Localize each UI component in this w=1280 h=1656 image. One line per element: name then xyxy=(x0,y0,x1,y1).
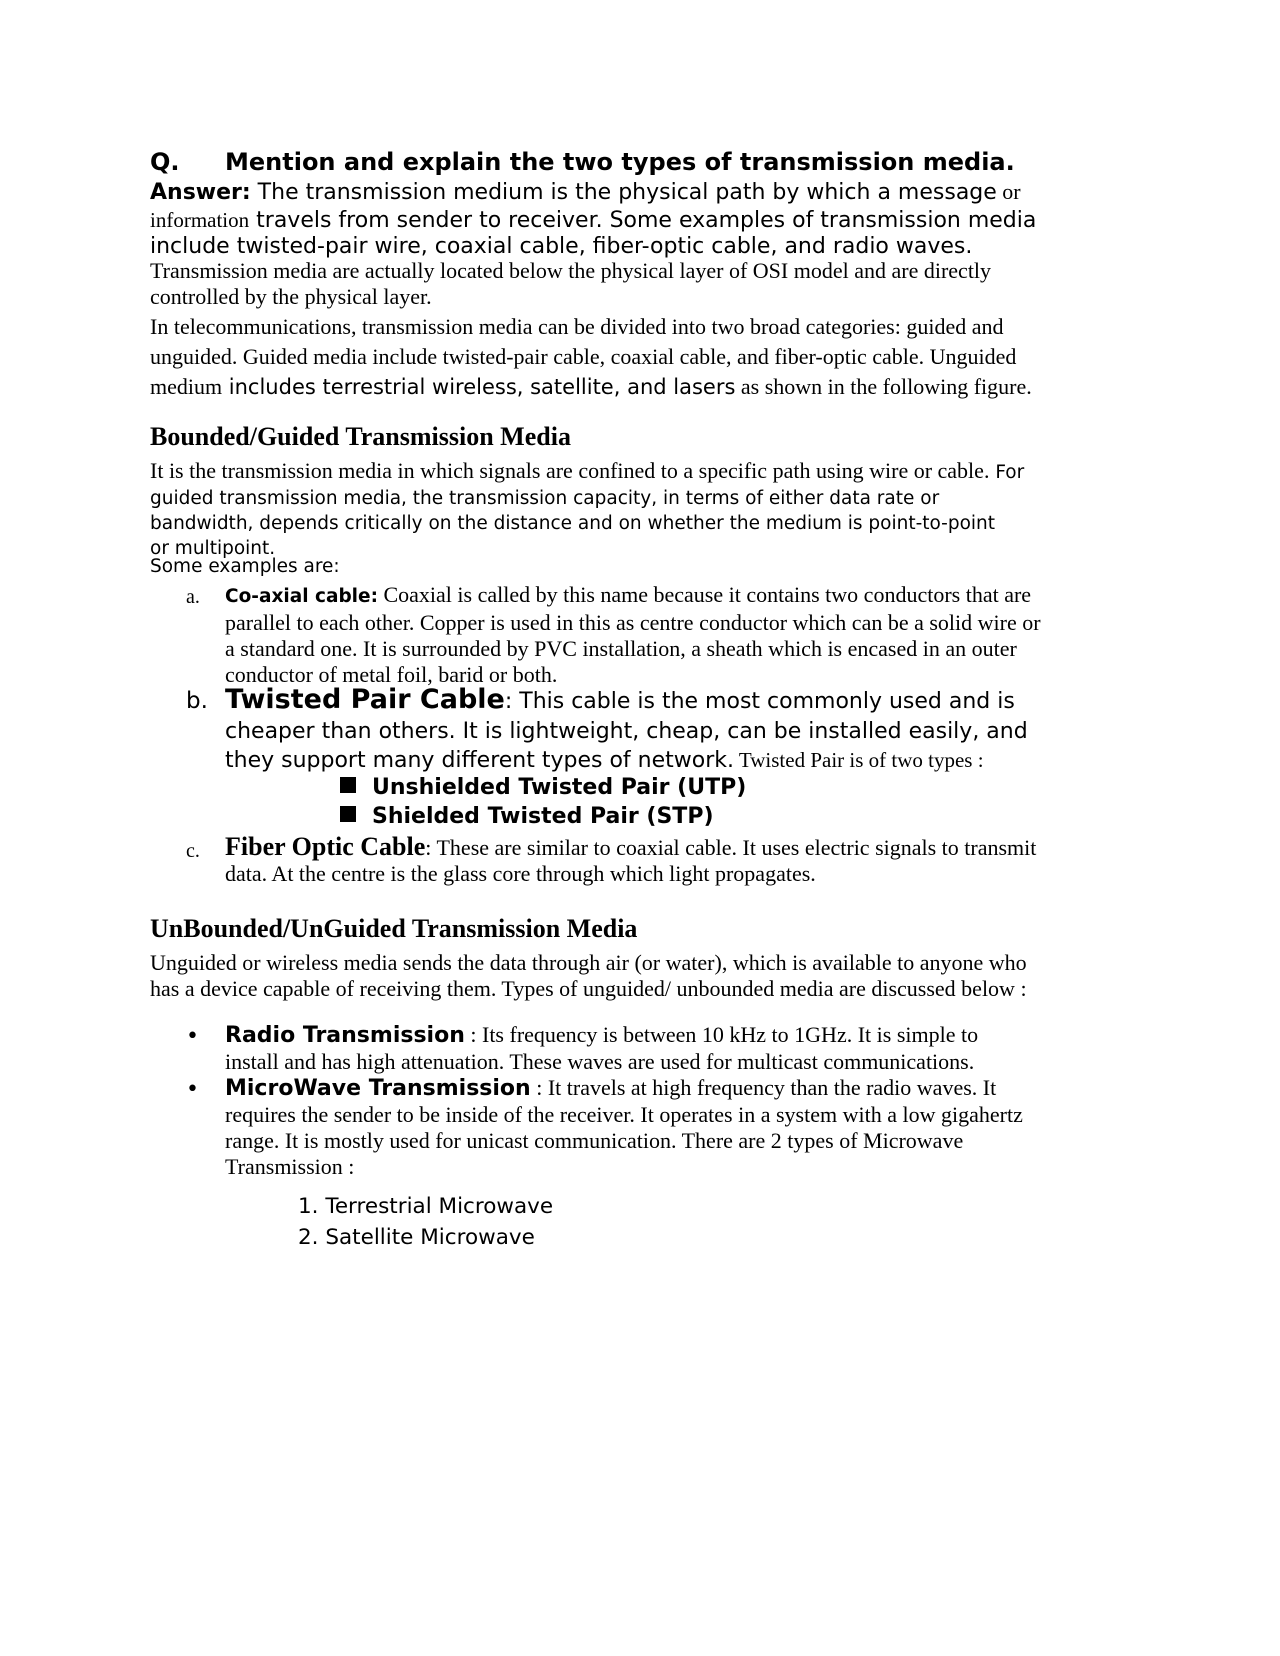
twisted-pair-text-3-serif: Twisted Pair is of two types : xyxy=(734,748,984,772)
answer-paragraph xyxy=(150,178,1130,260)
microwave-line-2: requires the sender to be inside of the receiver. It operates in a system with a low gigahertz xyxy=(225,1102,1023,1127)
categories-text-3c: as shown in the following figure. xyxy=(735,374,1032,399)
radio-line-2: install and has high attenuation. These waves are used for multicast communications. xyxy=(225,1049,975,1074)
categories-text-3a: medium xyxy=(150,374,223,399)
twisted-pair-text-3: they support many different types of network. xyxy=(225,748,735,773)
osi-line-2: controlled by the physical layer. xyxy=(150,284,432,309)
guided-heading: Bounded/Guided Transmission Media xyxy=(150,422,571,451)
fiber-optic-lead: Fiber Optic Cable xyxy=(225,832,426,861)
microwave-type-1: 1. Terrestrial Microwave xyxy=(298,1194,554,1219)
microwave-lead: MicroWave Transmission xyxy=(225,1076,531,1101)
guided-text-1-sans: For xyxy=(989,462,1025,483)
bullet-icon: • xyxy=(186,1077,199,1102)
twisted-pair-description xyxy=(225,684,1125,775)
answer-text-2-serif: information xyxy=(150,208,250,232)
twisted-pair-line-1: : This cable is the most commonly used and is xyxy=(504,689,1015,714)
fiber-optic-line-2: data. At the centre is the glass core through which light propagates. xyxy=(225,861,816,886)
guided-line-1 xyxy=(150,458,1130,486)
question-label: Q. xyxy=(150,148,180,176)
guided-line-4: or multipoint. xyxy=(150,538,276,559)
bullet-icon: • xyxy=(186,1024,199,1049)
categories-line-1: In telecommunications, transmission media can be divided into two broad categories: guided and xyxy=(150,314,1004,339)
list-marker-a: a. xyxy=(186,586,200,608)
radio-lead: Radio Transmission xyxy=(225,1023,465,1048)
guided-line-2: guided transmission media, the transmission capacity, in terms of either data rate or xyxy=(150,488,940,509)
answer-label: Answer: xyxy=(150,180,251,205)
coaxial-description xyxy=(225,582,1125,688)
coaxial-lead: Co-axial cable: xyxy=(225,586,378,607)
radio-line-1: : Its frequency is between 10 kHz to 1GHz. It is simple to xyxy=(464,1022,979,1047)
microwave-line-1: : It travels at high frequency than the radio waves. It xyxy=(530,1075,997,1100)
answer-line-3: include twisted-pair wire, coaxial cable, fiber-optic cable, and radio waves. xyxy=(150,234,973,259)
unguided-line-2: has a device capable of receiving them. Types of unguided/ unbounded media are discussed below : xyxy=(150,976,1027,1001)
answer-text-1-serif: or xyxy=(996,179,1021,204)
stp-label: Shielded Twisted Pair (STP) xyxy=(372,804,714,829)
osi-paragraph xyxy=(150,258,1130,310)
categories-line-3 xyxy=(150,372,1130,402)
coaxial-line-1: Coaxial is called by this name because it contains two conductors that are xyxy=(377,582,1032,607)
answer-line-2 xyxy=(150,207,1130,234)
list-marker-c: c. xyxy=(186,840,200,862)
coaxial-line-4: conductor of metal foil, barid or both. xyxy=(225,662,558,687)
categories-text-3b: includes terrestrial wireless, satellite, and lasers xyxy=(222,375,736,399)
utp-label: Unshielded Twisted Pair (UTP) xyxy=(372,775,747,800)
coaxial-line-3: a standard one. It is surrounded by PVC installation, a sheath which is encased in an outer xyxy=(225,636,1017,661)
microwave-description xyxy=(225,1075,1125,1180)
square-bullet-icon xyxy=(340,777,356,793)
answer-text-2: travels from sender to receiver. Some examples of transmission media xyxy=(249,208,1037,233)
guided-paragraph xyxy=(150,458,1130,561)
sublist-item-stp xyxy=(340,804,900,829)
sublist-item-utp xyxy=(340,775,900,800)
unguided-heading: UnBounded/UnGuided Transmission Media xyxy=(150,914,638,943)
fiber-optic-line-1: : These are similar to coaxial cable. It uses electric signals to transmit xyxy=(425,835,1037,860)
guided-text-1-serif: It is the transmission media in which signals are confined to a specific path using wire or cable. xyxy=(150,458,990,483)
radio-description xyxy=(225,1022,1125,1075)
twisted-pair-line-2: cheaper than others. It is lightweight, cheap, can be installed easily, and xyxy=(225,719,1028,744)
fiber-optic-description xyxy=(225,834,1125,887)
question-line xyxy=(150,148,1015,176)
question-text: Mention and explain the two types of transmission media. xyxy=(225,148,1015,176)
coaxial-line-2: parallel to each other. Copper is used in this as centre conductor which can be a solid wire or xyxy=(225,610,1041,635)
microwave-type-2: 2. Satellite Microwave xyxy=(298,1225,535,1250)
osi-line-1: Transmission media are actually located below the physical layer of OSI model and are directly xyxy=(150,258,992,283)
guided-line-3: bandwidth, depends critically on the distance and on whether the medium is point-to-point xyxy=(150,513,996,534)
categories-line-2: unguided. Guided media include twisted-pair cable, coaxial cable, and fiber-optic cable. Unguided xyxy=(150,344,1017,369)
examples-label: Some examples are: xyxy=(150,556,340,577)
twisted-pair-lead: Twisted Pair Cable xyxy=(225,684,505,715)
microwave-line-3: range. It is mostly used for unicast communication. There are 2 types of Microwave xyxy=(225,1128,964,1153)
microwave-line-4: Transmission : xyxy=(225,1154,355,1179)
unguided-paragraph xyxy=(150,950,1130,1002)
answer-line-1 xyxy=(150,178,1130,207)
list-marker-b: b. xyxy=(186,688,208,714)
unguided-line-1: Unguided or wireless media sends the data through air (or water), which is available to anyone who xyxy=(150,950,1027,975)
twisted-pair-line-3 xyxy=(225,746,1125,775)
answer-text-1: The transmission medium is the physical path by which a message xyxy=(250,180,997,205)
square-bullet-icon xyxy=(340,806,356,822)
categories-paragraph xyxy=(150,312,1130,402)
